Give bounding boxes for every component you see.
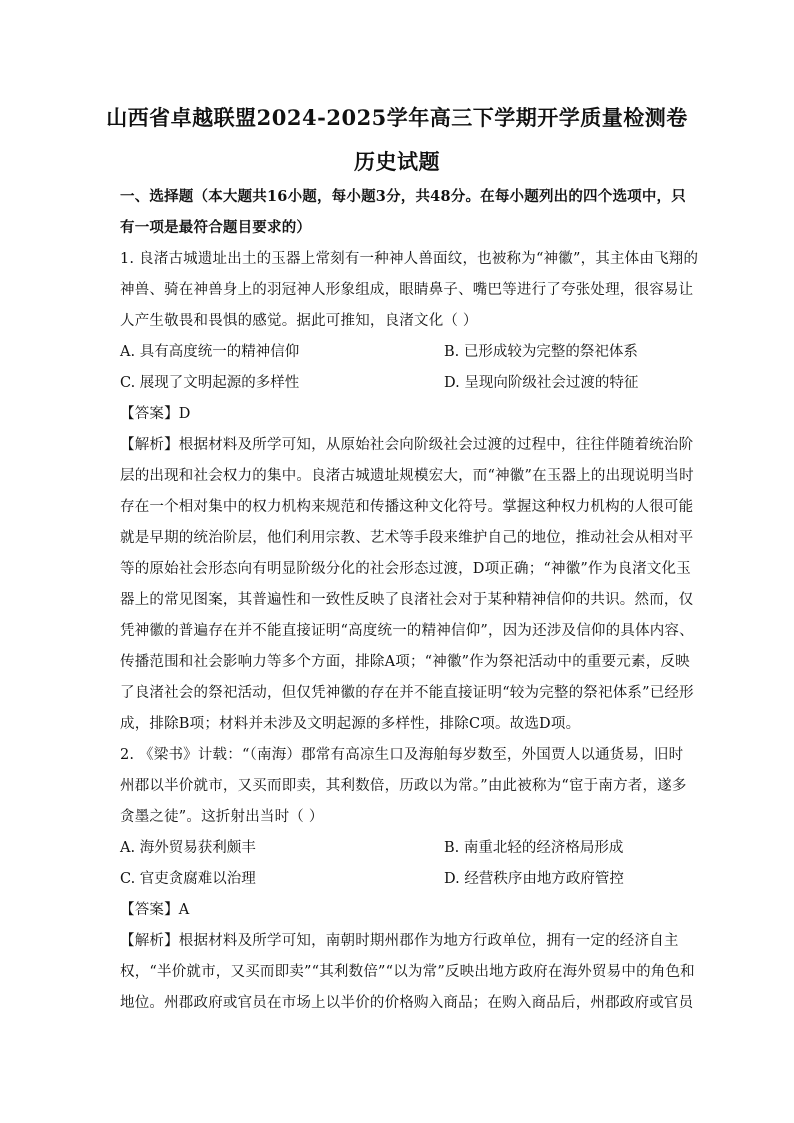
analysis-line: 了良渚社会的祭祀活动，但仅凭神徽的存在并不能直接证明“较为完整的祭祀体系”已经形: [120, 685, 694, 701]
analysis-line: 等的原始社会形态向有明显阶级分化的社会形态过渡，D项正确；“神徽”作为良渚文化玉: [120, 561, 691, 577]
option-a: A. 具有高度统一的精神信仰: [120, 344, 300, 360]
analysis-line: 层的出现和社会权力的集中。良渚古城遗址规模宏大，而“神徽”在玉器上的出现说明当时: [120, 468, 694, 484]
question-stem-line: 神兽、骑在神兽身上的羽冠神人形象组成，眼睛鼻子、嘴巴等进行了夸张处理，很容易让: [120, 282, 694, 298]
answer-line: 【答案】A: [120, 902, 190, 918]
question-stem-line: 2. 《梁书》计载：“（南海）郡常有高凉生口及海舶每岁数至，外国贾人以通货易，旧时: [120, 747, 684, 763]
analysis-line: 权，“半价就市，又买而即卖”“其利数倍”“以为常”反映出地方政府在海外贸易中的角色和: [120, 964, 695, 980]
answer-line: 【答案】D: [120, 406, 191, 422]
analysis-line: 凭神徽的普遍存在并不能直接证明“高度统一的精神信仰”，因为还涉及信仰的具体内容、: [120, 623, 694, 639]
analysis-line: 地位。州郡政府或官员在市场上以半价的价格购入商品；在购入商品后，州郡政府或官员: [120, 995, 694, 1011]
analysis-line: 器上的常见图案，其普遍性和一致性反映了良渚社会对于某种精神信仰的共识。然而，仅: [120, 592, 694, 608]
option-a: A. 海外贸易获利颇丰: [120, 840, 256, 856]
option-d: D. 经营秩序由地方政府管控: [444, 871, 624, 887]
analysis-line: 传播范围和社会影响力等多个方面，排除A项；“神徽”作为祭祀活动中的重要元素，反映: [120, 654, 690, 670]
analysis-line: 存在一个相对集中的权力机构来规范和传播这种文化符号。掌握这种权力机构的人很可能: [120, 499, 694, 515]
document-title: 山西省卓越联盟2024-2025学年高三下学期开学质量检测卷: [106, 105, 688, 130]
question-stem-line: 1. 良渚古城遗址出土的玉器上常刻有一种神人兽面纹，也被称为“神徽”，其主体由飞翔的: [120, 251, 699, 267]
section-header-line: 一、选择题（本大题共16小题，每小题3分，共48分。在每小题列出的四个选项中，只: [120, 188, 686, 205]
question-stem-line: 贪墨之徒”。这折射出当时（ ）: [120, 809, 324, 825]
question-stem-line: 州郡以半价就市，又买而即卖，其利数倍，历政以为常。”由此被称为“宦于南方者，遂多: [120, 778, 687, 794]
option-b: B. 已形成较为完整的祭祀体系: [444, 344, 638, 360]
option-b: B. 南重北轻的经济格局形成: [444, 840, 624, 856]
option-d: D. 呈现向阶级社会过渡的特征: [444, 375, 639, 391]
section-header-line: 有一项是最符合题目要求的）: [120, 219, 312, 236]
document-subtitle: 历史试题: [354, 149, 440, 174]
analysis-line: 成，排除B项；材料并未涉及文明起源的多样性，排除C项。故选D项。: [120, 716, 581, 732]
option-c: C. 展现了文明起源的多样性: [120, 375, 300, 391]
analysis-line: 【解析】根据材料及所学可知，从原始社会向阶级社会过渡的过程中，往往伴随着统治阶: [120, 437, 694, 453]
option-c: C. 官吏贪腐难以治理: [120, 871, 256, 887]
analysis-line: 就是早期的统治阶层，他们利用宗教、艺术等手段来维护自己的地位，推动社会从相对平: [120, 530, 694, 546]
analysis-line: 【解析】根据材料及所学可知，南朝时期州郡作为地方行政单位，拥有一定的经济自主: [120, 933, 679, 949]
question-stem-line: 人产生敬畏和畏惧的感觉。据此可推知，良渚文化（ ）: [120, 313, 478, 329]
